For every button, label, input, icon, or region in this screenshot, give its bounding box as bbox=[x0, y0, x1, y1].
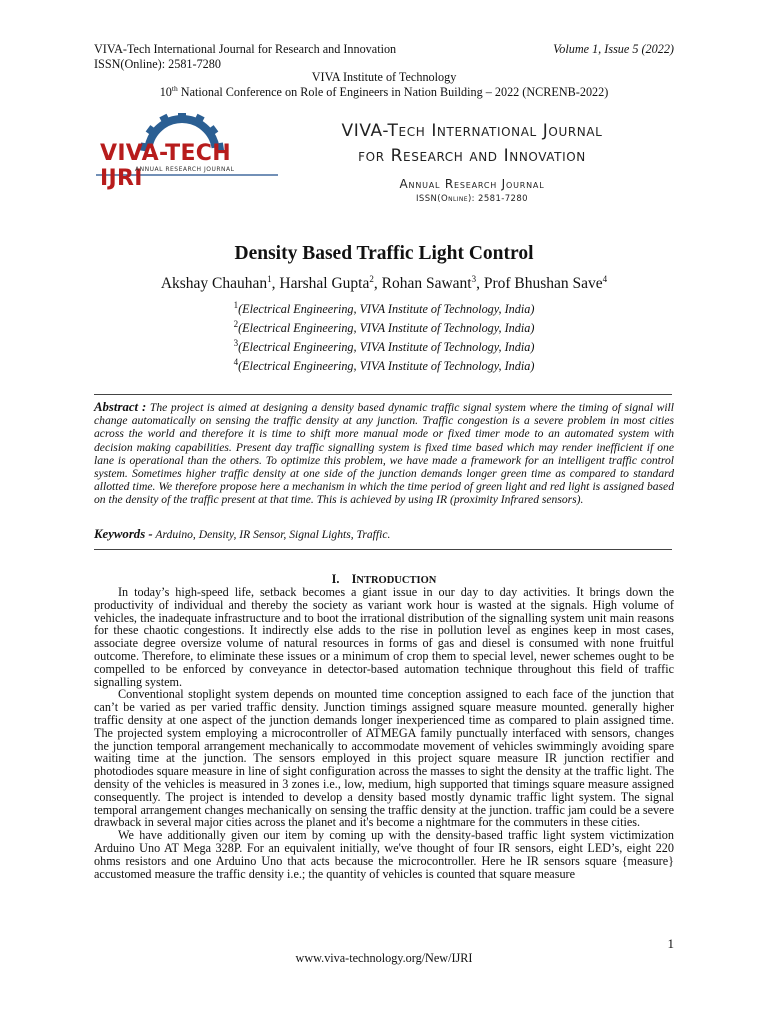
header-journal-name: VIVA-Tech International Journal for Research and Innovation bbox=[94, 42, 397, 56]
divider bbox=[94, 394, 672, 395]
header-volume: Volume 1, Issue 5 (2022) bbox=[553, 42, 674, 56]
affiliation-text: (Electrical Engineering, VIVA Institute of Technology, India) bbox=[238, 340, 535, 355]
author-name: Rohan Sawant bbox=[381, 275, 472, 293]
journal-logo bbox=[94, 113, 280, 189]
abstract bbox=[94, 401, 674, 507]
affiliation bbox=[0, 357, 768, 374]
paragraph: Conventional stoplight system depends on mounted time conception assigned to each face of the junction that can’t be varied as per varied traffic density. Junction timings assigned square measure mounted. generally higher traffic density at one aspect of the junction demands longer inexperienced time as compared to plain assigned time. The projected system employing a microcontroller of ATMEGA family punctually interfaced with sensors, changes the junction temporal arrangement mechanically to accommodate movement of vehicles swimmingly avoiding spare waiting time at the junction. The sensors employed in this project square measure IR junction rectifier and photodiodes square measure in line of sight configuration across the masses to sight the density at the traffic light. The density of the vehicles is measured in 3 zones i.e., low, medium, high supported that timings square measure assigned consequently. The project is intended to develop a density based mostly dynamic traffic light system. The signal temporal arrangement changes mechanically on sensing the traffic density at the junction. traffic jam could be a severe drawback in several major cities across the planet and it's become a nightmare for the commuters in these cities. bbox=[94, 687, 674, 830]
header-conference bbox=[0, 84, 768, 100]
affiliation-sup: 2 bbox=[233, 319, 239, 329]
section-title-rest: NTRODUCTION bbox=[356, 575, 437, 586]
affiliation-sup: 4 bbox=[233, 357, 239, 367]
affiliation-text: (Electrical Engineering, VIVA Institute of Technology, India) bbox=[238, 359, 535, 374]
abstract-label: Abstract : bbox=[94, 400, 147, 414]
logo-subtext: ANNUAL RESEARCH JOURNAL bbox=[135, 166, 235, 173]
footer-url: www.viva-technology.org/New/IJRI bbox=[295, 951, 473, 965]
journal-title-line1: VIVA-Tech International Journal bbox=[341, 121, 603, 141]
author-name: Harshal Gupta bbox=[279, 275, 370, 293]
divider bbox=[94, 549, 672, 550]
running-header-left bbox=[94, 42, 396, 71]
affiliation-text: (Electrical Engineering, VIVA Institute of Technology, India) bbox=[238, 321, 535, 336]
keywords-label: Keywords - bbox=[94, 527, 153, 541]
keywords-text: Arduino, Density, IR Sensor, Signal Lights, Traffic. bbox=[155, 528, 391, 541]
author-sup: 4 bbox=[602, 274, 608, 284]
paper-title: Density Based Traffic Light Control bbox=[234, 243, 534, 264]
journal-subtitle: Annual Research Journal bbox=[399, 177, 545, 191]
author-sup: 3 bbox=[471, 274, 477, 284]
header-issn: ISSN(Online): 2581-7280 bbox=[94, 56, 221, 71]
affiliation bbox=[0, 319, 768, 336]
author-sup: 2 bbox=[369, 274, 374, 284]
author-name: Akshay Chauhan bbox=[160, 275, 268, 293]
affiliation-sup: 3 bbox=[233, 338, 239, 348]
paragraph: We have additionally given our item by coming up with the density-based traffic light system victimization Arduino Uno AT Mega 328P. For an equivalent initially, we've thought of four IR sensors, eight LED’s, eight 220 ohms resistors and one Arduino Uno that acts because the microcontroller. Here he IR sensors square {measure} accustomed measure the traffic density i.e.; the quantity of vehicles is counted that square measure bbox=[94, 828, 674, 881]
affiliation bbox=[0, 338, 768, 355]
journal-issn: ISSN(Online): 2581-7280 bbox=[416, 194, 528, 204]
page-number: 1 bbox=[667, 936, 674, 951]
paragraph: In today’s high-speed life, setback becomes a giant issue in our day to day activities. It brings down the productivity of individual and thereby the society as variant work hour is wasted at the signals. High volume of vehicles, the inadequate infrastructure and to boot the irrational distribution of the signalling system unit main reasons for these chaotic congestions. It indirectly else adds to the rise in pollution level as engines keep in most cases, associate degree oversize volume of natural resources in forms of gas and diesel is consumed with none fruitful outcome. Therefore, to eliminate these issues or a minimum of crop them to special level, newer schemes ought to be compelled to be enforced by conveyance in detector-based automation technique throughout this field of traffic signalling system. bbox=[94, 585, 674, 689]
body-text bbox=[94, 586, 674, 880]
affiliation bbox=[0, 300, 768, 317]
keywords bbox=[94, 527, 674, 542]
journal-title-line2: for Research and Innovation bbox=[358, 146, 586, 166]
conference-title: National Conference on Role of Engineers in Nation Building – 2022 (NCRENB-2022) bbox=[177, 85, 609, 100]
section-initial: I bbox=[351, 572, 357, 586]
affiliation-sup: 1 bbox=[233, 300, 239, 310]
conference-ordinal: th bbox=[171, 84, 178, 93]
author-sup: 1 bbox=[267, 274, 272, 284]
logo-text: VIVA-TECH IJRI bbox=[100, 141, 231, 191]
author-list: Akshay Chauhan$^1$, Harshal Gupta$^2$, Rohan Sawant$^3$, Prof Bhushan Save$^4$ bbox=[160, 274, 608, 293]
affiliation-text: (Electrical Engineering, VIVA Institute of Technology, India) bbox=[238, 302, 535, 317]
author-name: Prof Bhushan Save bbox=[483, 275, 603, 293]
header-institute: VIVA Institute of Technology bbox=[311, 70, 457, 84]
abstract-text: The project is aimed at designing a density based dynamic traffic signal system where the timing of signal will change automatically on sensing the traffic density at any junction. Traffic congestion is a severe problem in most cities across the world and therefore it is time to shift more manual mode or fixed timer mode to an automated system with decision making capabilities. Present day traffic signalling system is fixed time based which may render inefficient if one lane is operational than the others. To optimize this problem, we have made a framework for an intelligent traffic control system. Sometimes higher traffic density at one side of the junction demands longer green time as compared to standard allotted time. We therefore propose here a mechanism in which the time period of green light and red light is assigned based on the density of the traffic present at that time. This is achieved by using IR (proximity Infrared sensors). bbox=[94, 401, 674, 507]
section-number: I. bbox=[331, 572, 340, 586]
conference-number: 10 bbox=[159, 85, 172, 100]
